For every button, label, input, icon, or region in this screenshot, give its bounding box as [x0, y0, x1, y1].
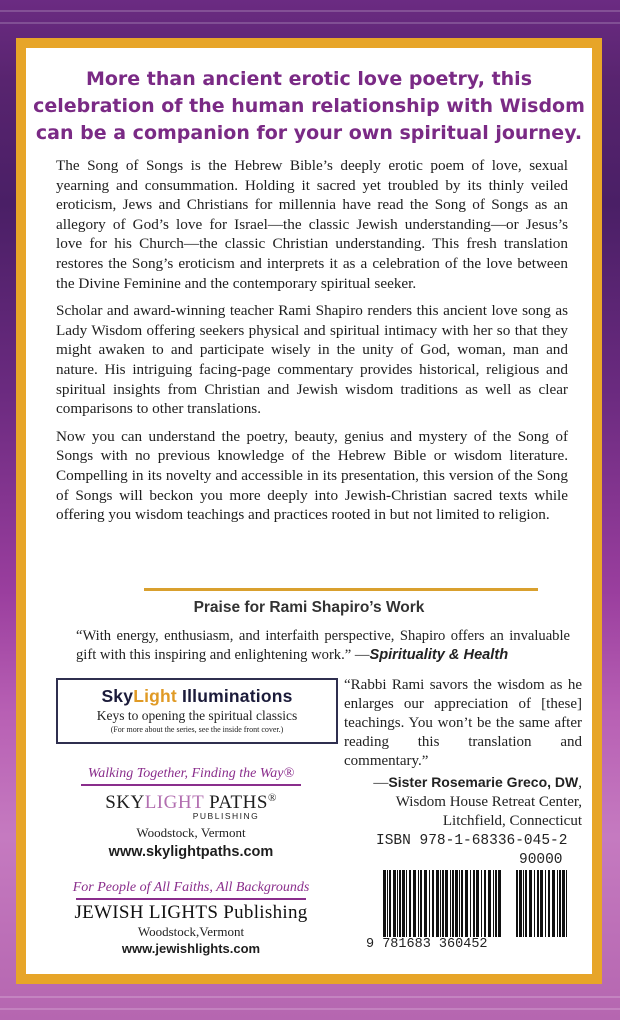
barcode-bar: [523, 870, 524, 937]
barcode-bar: [450, 870, 451, 937]
gold-divider: [144, 588, 538, 591]
barcode-bar: [493, 870, 494, 937]
publisher-location: Woodstock, Vermont: [136, 824, 246, 840]
barcode-bar: [440, 870, 441, 937]
barcode-number: 9 781683 360452: [366, 937, 488, 952]
logo-reg: ®: [267, 791, 277, 804]
barcode-bar: [399, 870, 401, 937]
isbn-text: ISBN 978-1-68336-045-2: [376, 833, 568, 849]
logo-light: LIGHT: [144, 791, 204, 813]
barcode-bar: [424, 870, 427, 937]
price-code: 90000: [519, 852, 563, 868]
barcode-bar: [537, 870, 539, 937]
description-paragraph: Now you can understand the poetry, beauty, genius and mystery of the Song of Songs with no previous knowledge of the Hebrew Bible or wisdom literature. Compelling in its novelty and accessible in its presentation, this version of the Song of Songs will beckon you more deeply into Jewish-Christian sacred texts while offering you wisdom teachings and practices rooted in but not limited to religion.: [56, 427, 568, 524]
logo-sky: SKY: [105, 791, 145, 813]
attribution-name: Sister Rosemarie Greco, DW: [388, 774, 579, 790]
publisher-url[interactable]: www.skylightpaths.com: [108, 843, 274, 860]
logo-paths: PATHS: [203, 791, 268, 813]
barcode-bar: [387, 870, 388, 937]
barcode-bar: [484, 870, 486, 937]
barcode-bar: [465, 870, 468, 937]
back-cover-panel: [26, 48, 592, 974]
barcode-bar: [545, 870, 546, 937]
series-note: (For more about the series, see the inside front cover.): [110, 725, 284, 734]
background-stripe: [0, 1008, 620, 1010]
tagline-underline: [76, 898, 306, 900]
attribution-line: Wisdom House Retreat Center,: [395, 794, 582, 810]
description-paragraph: Scholar and award-winning teacher Rami Shapiro renders this ancient love song as Lady Wisdom offering seekers physical and spiritual intimacy with her so that they might awaken to and participate wisely in the unity of God, woman, man and nature. His intriguing facing-page commentary provides historical, religious and spiritual insights from Christian and Jewish wisdom traditions as well as clear comparisons to other translations.: [56, 302, 568, 418]
publisher-url[interactable]: www.jewishlights.com: [121, 940, 261, 956]
barcode-bar: [442, 870, 444, 937]
series-subtitle: Keys to opening the spiritual classics: [96, 708, 298, 723]
praise-title: Praise for Rami Shapiro’s Work: [193, 599, 425, 616]
headline: [26, 66, 592, 147]
barcode-bar: [409, 870, 411, 937]
barcode-bar: [488, 870, 491, 937]
jewish-lights-logo: JEWISH LIGHTS Publishing: [74, 901, 308, 923]
jewish-lights-block: [66, 880, 316, 956]
barcode-bar: [452, 870, 454, 937]
series-title-light: Light: [133, 686, 177, 706]
series-title-illuminations: Illuminations: [182, 686, 293, 706]
barcode-bar: [420, 870, 422, 937]
praise-quote-1: [76, 627, 570, 665]
barcode-bar: [534, 870, 535, 937]
barcode-bar: [397, 870, 398, 937]
barcode-icon: [383, 870, 502, 937]
barcode-bar: [473, 870, 475, 937]
barcode-bar: [519, 870, 522, 937]
barcode-addon-icon: [516, 870, 570, 937]
barcode-bar: [389, 870, 391, 937]
headline-line: celebration of the human relationship with Wisdom: [33, 95, 585, 117]
barcode-bar: [481, 870, 482, 937]
attribution-dash: —: [373, 775, 389, 791]
praise-quote-2-attribution: —Sister Rosemarie Greco, DW,: [373, 774, 582, 791]
tagline-underline: [81, 784, 301, 786]
publisher-tagline: For People of All Faiths, All Backgrounds: [72, 880, 310, 895]
praise-quote-2-text: “Rabbi Rami savors the wisdom as he enlarges our appreciation of [these] teachings. You won’t be the same after reading this translation and commentary.”: [344, 677, 582, 769]
barcode-bar: [566, 870, 567, 937]
description-paragraph: The Song of Songs is the Hebrew Bible’s deeply erotic poem of love, sexual yearning and consummation. Holding it sacred yet troubled by its thinly veiled eroticism, Jews and Christians for millennia have read the Song of Songs as an allegory of God’s love for Israel—the classic Jewish understanding—or Jesus’s love for his Church—the classic Christian understanding. This fresh translation restores the Song’s eroticism and interprets it as a celebration of the love between the Divine Feminine and the contemporary spiritual seeker.: [56, 157, 568, 292]
barcode-bar: [548, 870, 550, 937]
skylight-paths-block: [66, 766, 316, 860]
background-stripe: [0, 10, 620, 12]
barcode-bar: [461, 870, 463, 937]
background-stripe: [0, 22, 620, 24]
barcode-bar: [393, 870, 396, 937]
praise-quote-text: “With energy, enthusiasm, and interfaith perspective, Shapiro offers an invaluable gift with this inspiring and enlightening work.” —: [76, 628, 570, 663]
series-title-sky: Sky: [101, 686, 134, 706]
series-title: [58, 686, 336, 707]
barcode-bar: [406, 870, 407, 937]
barcode-bar: [402, 870, 405, 937]
barcode-bar: [557, 870, 558, 937]
barcode-bar: [525, 870, 527, 937]
series-box: [56, 678, 338, 744]
description-body: [56, 156, 568, 533]
barcode-bar: [418, 870, 419, 937]
barcode-bar: [459, 870, 460, 937]
barcode-bar: [445, 870, 448, 937]
barcode-bar: [429, 870, 430, 937]
attribution-line: Litchfield, Connecticut: [442, 813, 582, 829]
barcode-bar: [383, 870, 386, 937]
barcode-bar: [540, 870, 543, 937]
headline-line: More than ancient erotic love poetry, this: [85, 68, 533, 90]
barcode-bar: [562, 870, 565, 937]
headline-line: can be a companion for your own spiritual journey.: [35, 122, 583, 144]
publisher-location: Woodstock,Vermont: [137, 923, 245, 939]
barcode-bar: [470, 870, 471, 937]
barcode-bar: [559, 870, 561, 937]
barcode-bar: [413, 870, 416, 937]
barcode-bar: [498, 870, 501, 937]
praise-quote-2: [344, 676, 582, 831]
barcode-bar: [455, 870, 458, 937]
barcode-bar: [529, 870, 532, 937]
barcode-bar: [516, 870, 518, 937]
publisher-tagline: Walking Together, Finding the Way®: [87, 766, 295, 781]
barcode-bar: [495, 870, 497, 937]
barcode-bar: [436, 870, 439, 937]
barcode-bar: [552, 870, 555, 937]
background-stripe: [0, 996, 620, 998]
logo-publishing: PUBLISHING: [192, 810, 260, 821]
barcode-bar: [432, 870, 434, 937]
barcode-bar: [476, 870, 479, 937]
praise-quote-source: Spirituality & Health: [369, 647, 509, 663]
